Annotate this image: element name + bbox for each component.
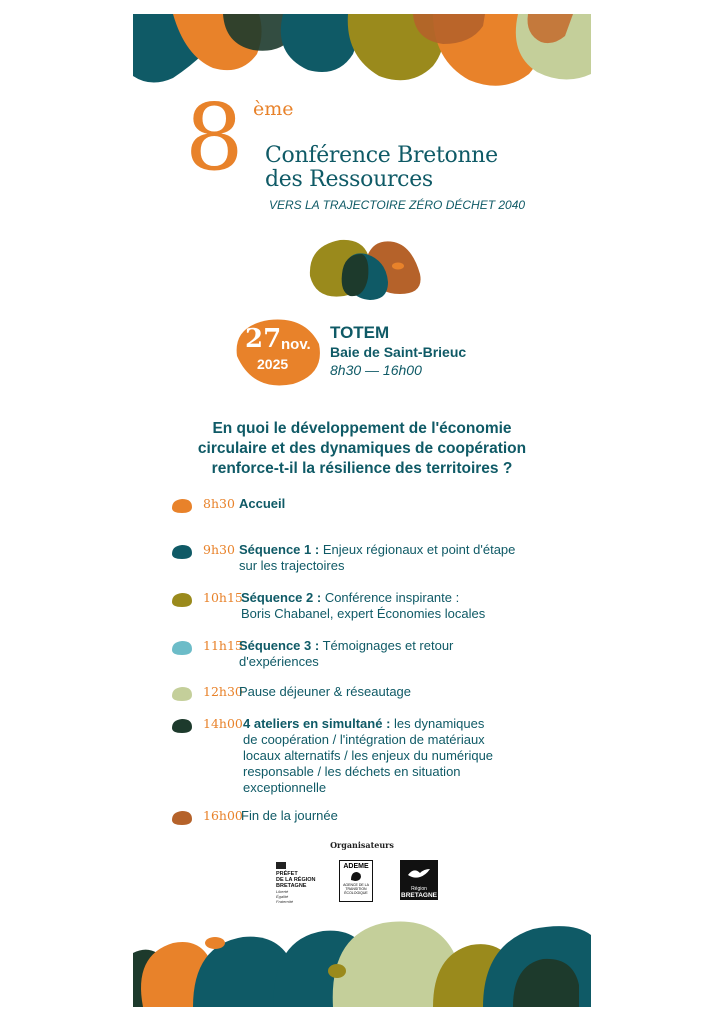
question-line-3: renforce-t-il la résilience des territoires ?	[211, 460, 513, 477]
schedule-time: 9h30	[203, 542, 235, 557]
marianne-icon	[276, 862, 286, 869]
date-month: nov.	[281, 336, 311, 353]
bird-icon	[406, 865, 432, 881]
organizer-logos	[276, 860, 456, 904]
pebble-bullet-icon	[171, 544, 193, 560]
region-bretagne-logo: Région BRETAGNE	[400, 860, 438, 900]
schedule-heading: 4 ateliers en simultané :	[243, 716, 391, 731]
schedule-time: 12h30	[203, 684, 243, 699]
leaf-emblem-icon	[308, 234, 424, 302]
schedule-heading: Séquence 3 :	[239, 638, 320, 653]
schedule-description: 4 ateliers en simultané : les dynamiques de coopération / l'intégration de matériaux locaux alternatifs / les enjeux du numérique responsable / les déchets en situation exceptionnelle	[243, 716, 494, 795]
schedule-heading: Séquence 2 :	[241, 590, 322, 605]
schedule-time: 10h15	[203, 590, 243, 605]
schedule-time: 11h15	[203, 638, 243, 653]
pebble-bullet-icon	[171, 498, 193, 514]
venue-place: Baie de Saint-Brieuc	[330, 344, 467, 360]
schedule-time: 14h00	[203, 716, 243, 731]
conference-title	[265, 144, 498, 192]
conference-subtitle: VERS LA TRAJECTOIRE ZÉRO DÉCHET 2040	[269, 198, 526, 212]
date-day: 27	[245, 324, 282, 354]
schedule-time: 16h00	[203, 808, 243, 823]
prefet-bretagne-logo: PRÉFET DE LA RÉGION BRETAGNE Liberté Égalité Fraternité	[276, 862, 326, 902]
pebble-bullet-icon	[171, 592, 193, 608]
schedule-description: Pause déjeuner & réseautage	[239, 684, 412, 699]
organizers-label: Organisateurs	[330, 840, 394, 850]
pebble-bullet-icon	[171, 718, 193, 734]
title-line-2: des Ressources	[265, 167, 433, 192]
schedule-description: Séquence 3 : Témoignages et retour d'expériences	[239, 638, 454, 669]
venue-name: TOTEM	[330, 323, 390, 342]
question-line-2: circulaire et des dynamiques de coopération	[197, 440, 527, 457]
schedule-heading: Accueil	[239, 496, 286, 511]
pebble-bullet-icon	[171, 686, 193, 702]
key-question	[147, 419, 577, 479]
edition-number: 8	[185, 84, 244, 191]
event-time: 8h30 — 16h00	[330, 362, 422, 378]
ademe-logo: ADEME AGENCE DE LA TRANSITION ÉCOLOGIQUE	[339, 860, 373, 902]
date-year: 2025	[257, 356, 289, 372]
event-poster	[133, 14, 591, 1007]
ademe-symbol-icon	[349, 870, 363, 882]
bottom-decoration	[133, 915, 591, 1007]
schedule-heading: Séquence 1 :	[239, 542, 320, 557]
schedule-description: Séquence 2 : Conférence inspirante : Boris Chabanel, expert Économies locales	[241, 590, 486, 621]
schedule-description	[239, 496, 285, 512]
schedule-time: 8h30	[203, 496, 235, 511]
title-line-1: Conférence Bretonne	[265, 143, 498, 168]
top-decoration	[133, 14, 591, 94]
venue-block	[330, 323, 466, 379]
schedule-description: Séquence 1 : Enjeux régionaux et point d'étape sur les trajectoires	[239, 542, 516, 573]
pebble-bullet-icon	[171, 640, 193, 656]
question-line-1: En quoi le développement de l'économie	[212, 420, 512, 437]
edition-suffix: ème	[253, 98, 294, 120]
pebble-bullet-icon	[171, 810, 193, 826]
schedule-description: Fin de la journée	[241, 808, 338, 823]
